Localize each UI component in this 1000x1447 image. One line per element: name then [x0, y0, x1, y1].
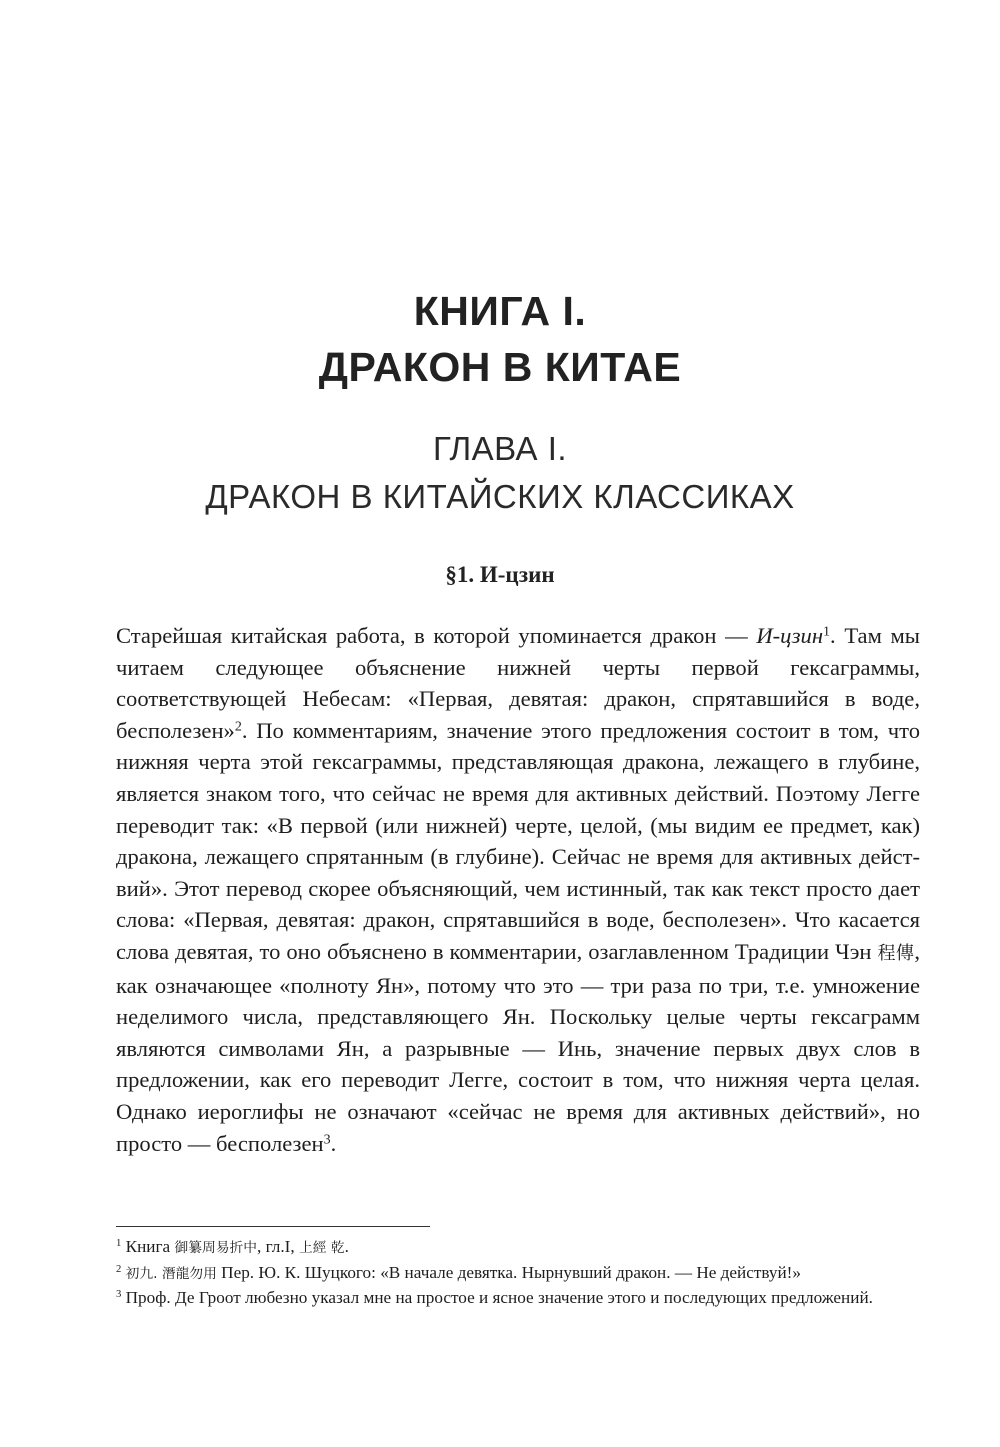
body-text-segment: , как означающее «полноту Ян», потому что это — три раза по три, т.е. умножение неделимого числа, представляющего Ян. Поскольку целые черты гексаграмм являются символами Ян, а разрывные — Инь, значение первых двух слов в предложении, как его переводит Легге, состоит в том, что нижняя черта целая. Однако иероглифы не означают «сейчас не время для активных действий», но просто — бесполезен: [116, 938, 920, 1156]
footnote-1: [116, 1235, 920, 1261]
cjk-characters: 初九. 潛龍勿用: [125, 1265, 217, 1282]
footnote-text: Проф. Де Гроот любезно указал мне на простое и ясное значение этого и последующих предложений.: [121, 1288, 873, 1307]
footnote-ref-2: 2: [234, 719, 242, 735]
footnote-2: [116, 1261, 920, 1287]
footnote-number: 1: [116, 1238, 122, 1250]
body-text-segment: .: [330, 1130, 337, 1156]
section-title: §1. И-цзин: [445, 562, 555, 587]
footnote-ref-3: 3: [323, 1131, 331, 1147]
cjk-characters: 上經 乾: [298, 1240, 345, 1256]
book-title: [0, 283, 1000, 395]
footnote-number: 2: [116, 1263, 122, 1275]
chapter-title-line-2: ДРАКОН В КИТАЙСКИХ КЛАССИКАХ: [205, 478, 795, 515]
book-title-line-2: ДРАКОН В КИТАЕ: [318, 344, 682, 390]
footnote-text: Книга: [121, 1237, 175, 1256]
footnote-divider: [116, 1226, 430, 1227]
footnote-text: , гл.I,: [256, 1237, 299, 1256]
cjk-characters: 程傳: [877, 942, 915, 964]
footnotes: [116, 1235, 920, 1310]
body-text-segment: . По комментариям, значение этого предложения состоит в том, что нижняя черта этой гексаграммы, представляющая дракона, лежащего в глубине, является знаком того, что сейчас не время для активных действий. Поэтому Легге переводит так: «В первой (или нижней) черте, целой, (мы видим ее предмет, как) дракона, лежащего спрятанным (в глубине). Сейчас не время для активных действий». Этот перевод скорее объясняющий, чем истинный, так как текст просто дает слова: «Первая, девятая: дракон, спрятавшийся в воде, бесполезен». Что касается слова девятая, то оно объяснено в комментарии, озаглавленном Традиции Чэн: [116, 717, 920, 964]
footnote-3: [116, 1286, 920, 1310]
cjk-characters: 御纂周易折中: [174, 1240, 257, 1256]
body-text-segment: . Там мы читаем следующее объяснение нижней черты первой гексаграммы, соответствующей Небесам: «Первая, девятая: дракон, спрятавшийся в воде, бесполезен»: [116, 623, 920, 743]
footnote-number: 3: [116, 1289, 122, 1301]
body-paragraph: [116, 620, 920, 1159]
book-title-line-1: КНИГА I.: [413, 288, 587, 334]
footnote-ref-1: 1: [823, 624, 831, 640]
footnote-text: Пер. Ю. К. Шуцкого: «В начале девятка. Нырнувший дракон. — Не действуй!»: [216, 1262, 802, 1282]
body-text-segment: Старейшая китайская работа, в которой упоминается дракон —: [116, 623, 757, 648]
chapter-title-line-1: ГЛАВА I.: [432, 430, 568, 467]
footnote-text: .: [344, 1237, 349, 1256]
chapter-title: [0, 425, 1000, 521]
term-i-tszin: И-цзин: [756, 623, 824, 648]
